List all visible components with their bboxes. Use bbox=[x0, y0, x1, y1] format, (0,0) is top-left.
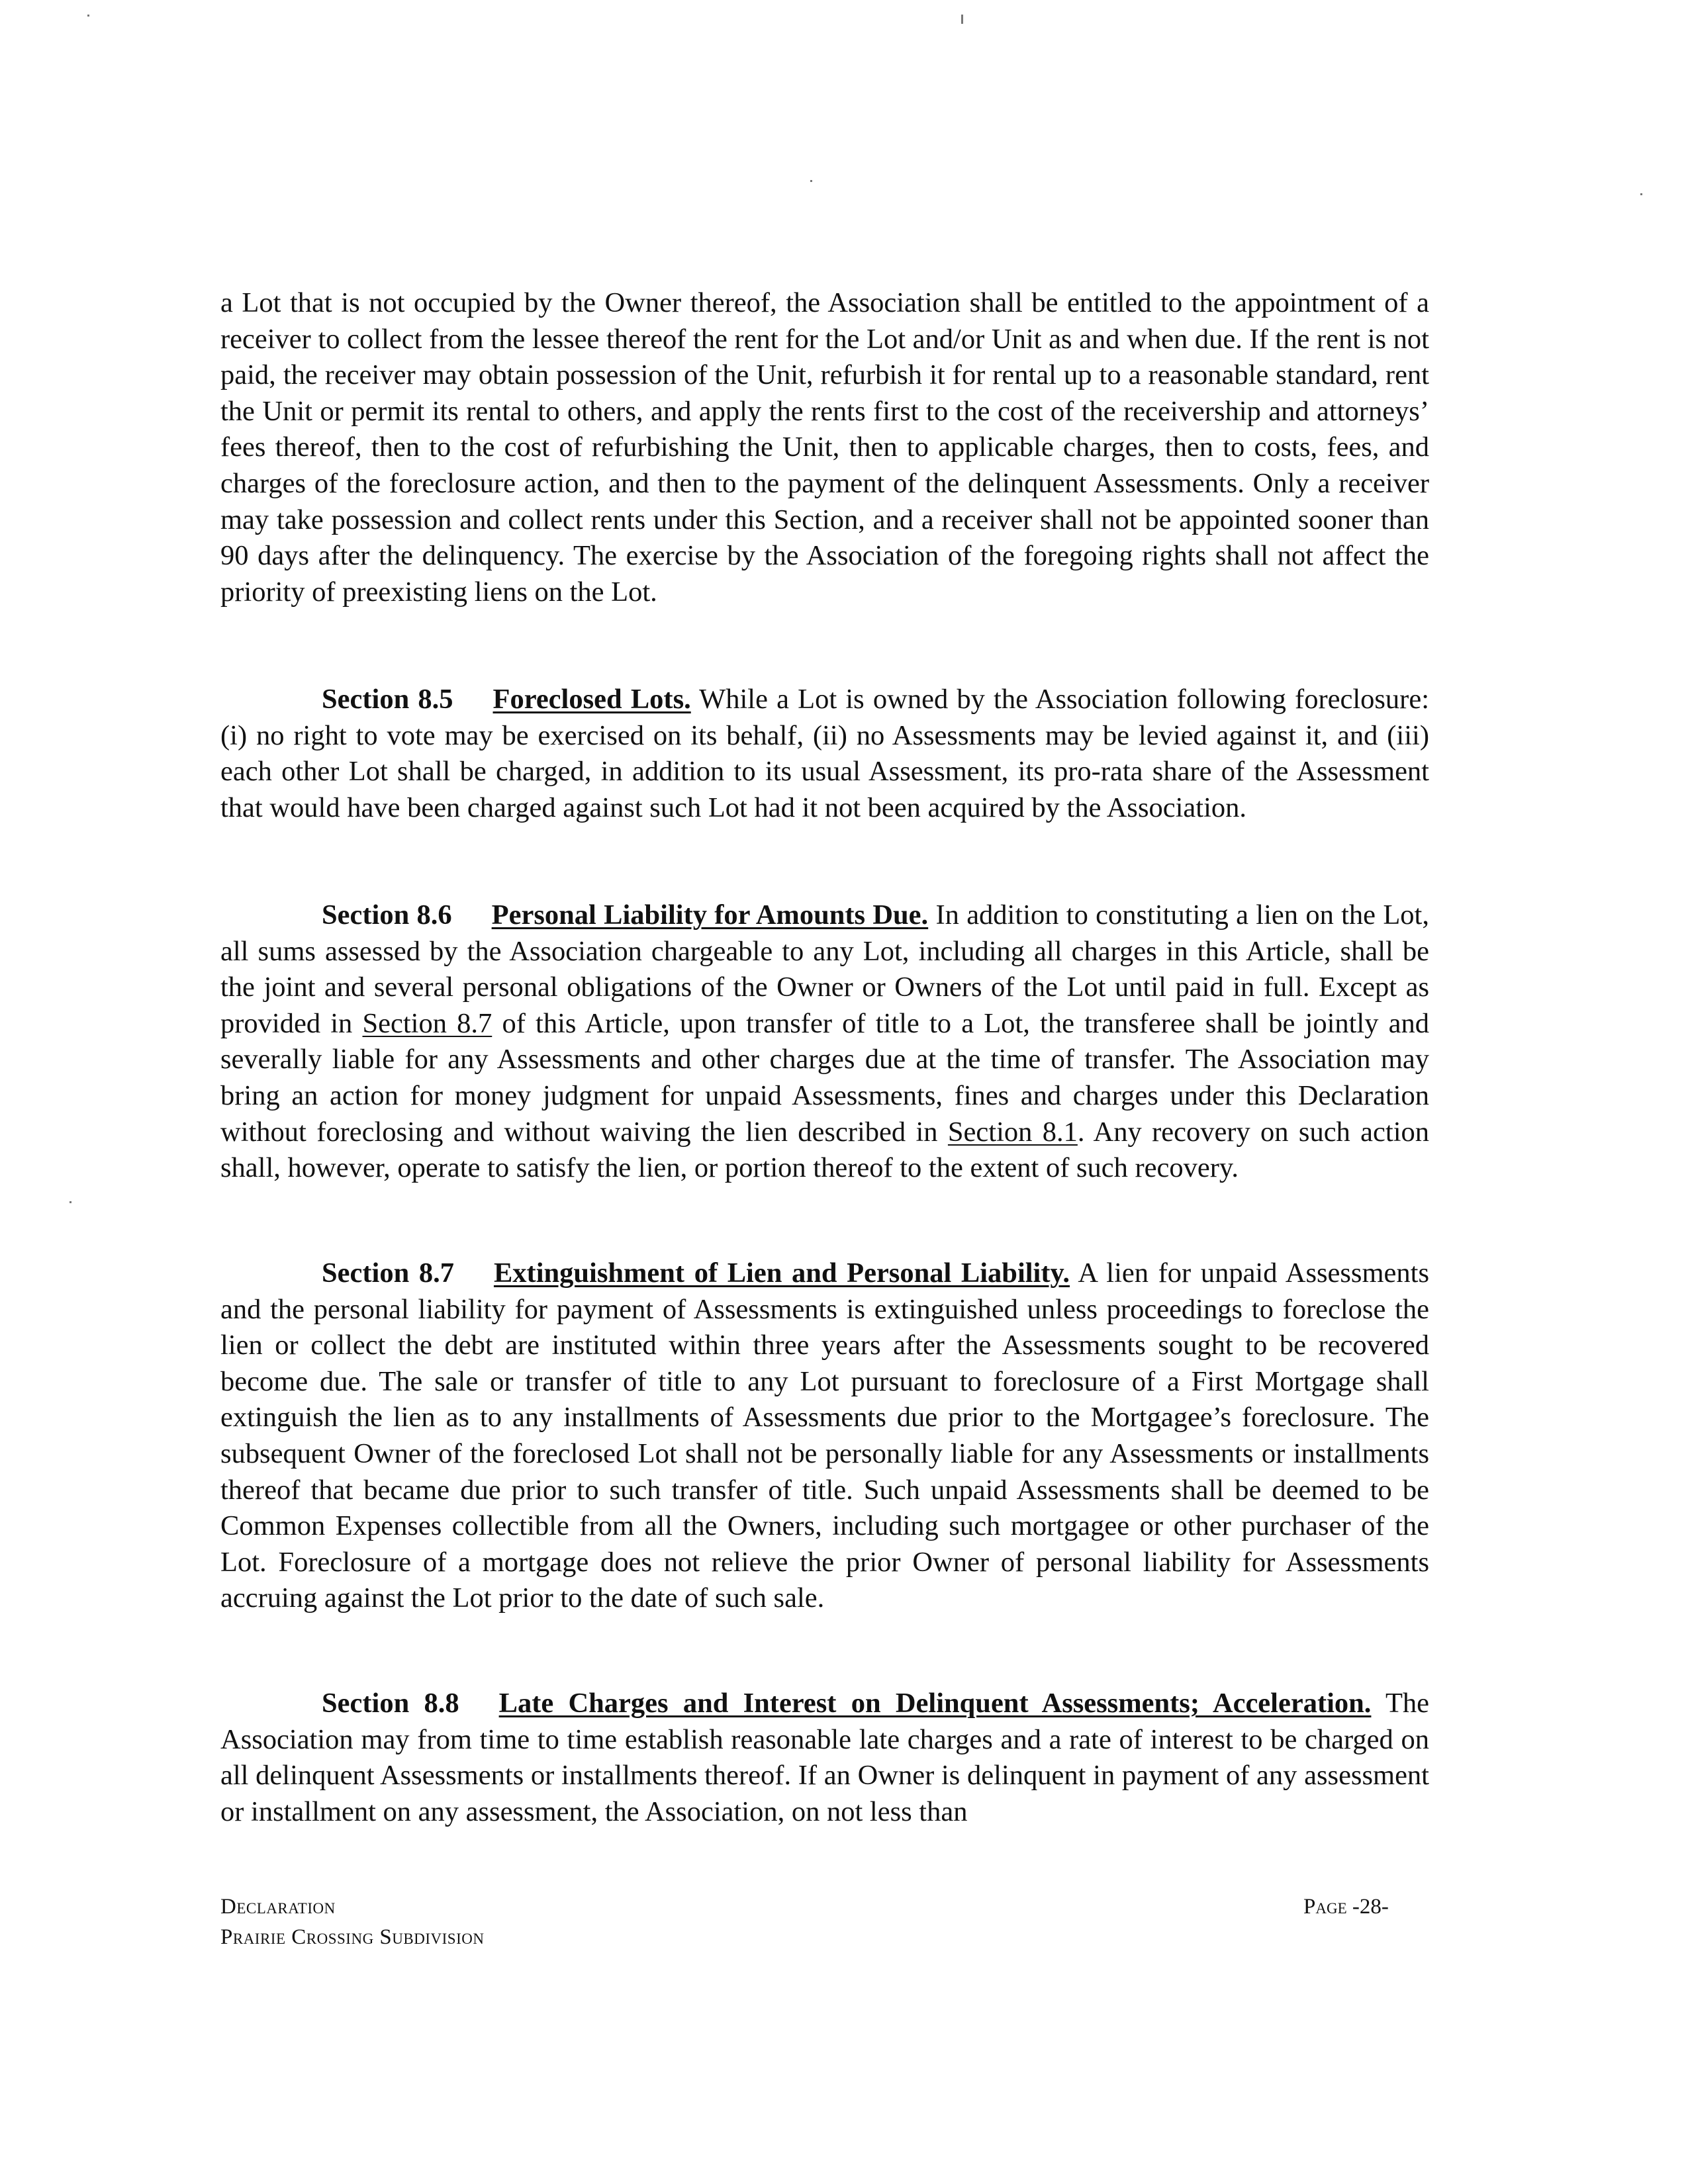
section-paragraph bbox=[220, 682, 1429, 826]
section-title: Personal Liability for Amounts Due. bbox=[491, 899, 929, 931]
scan-speck bbox=[87, 15, 89, 17]
section-title: Late Charges and Interest on Delinquent Assessments; Acceleration. bbox=[498, 1688, 1372, 1719]
scan-speck bbox=[70, 1201, 71, 1203]
section-number: Section 8.8 bbox=[322, 1688, 459, 1719]
paragraph-text: a Lot that is not occupied by the Owner thereof, the Association shall be entitled to the appointment of a receiver to collect from the lessee thereof the rent for the Lot and/or Unit as and when due. If the rent is not paid, the receiver may obtain possession of the Unit, refurbish it for rental up to a reasonable standard, rent the Unit or permit its rental to others, and apply the rents first to the cost of the receivership and attorneys’ fees thereof, then to the cost of refurbishing the Unit, then to applicable charges, then to costs, fees, and charges of the foreclosure action, and then to the payment of the delinquent Assessments. Only a receiver may take possession and collect rents under this Section, and a receiver shall not be appointed sooner than 90 days after the delinquency. The exercise by the Association of the foregoing rights shall not affect the priority of preexisting liens on the Lot. bbox=[220, 287, 1429, 608]
section-number: Section 8.6 bbox=[322, 899, 452, 931]
section-8-6 bbox=[220, 897, 1429, 1187]
section-8-8 bbox=[220, 1686, 1429, 1830]
footer-line-2: Prairie Crossing Subdivision bbox=[220, 1925, 485, 1949]
section-number: Section 8.5 bbox=[322, 684, 453, 715]
paragraph-continuation bbox=[220, 285, 1429, 610]
section-paragraph bbox=[220, 897, 1429, 1187]
section-paragraph bbox=[220, 1255, 1429, 1617]
section-reference: Section 8.7 bbox=[362, 1007, 492, 1039]
section-8-7 bbox=[220, 1255, 1429, 1617]
section-number: Section 8.7 bbox=[322, 1257, 454, 1289]
section-text: A lien for unpaid Assessments and the personal liability for payment of Assessments is extinguished unless proceedings to foreclose the lien or collect the debt are instituted within three years after the Assessments sought to be recovered become due. The sale or transfer of title to any Lot pursuant to foreclosure of a First Mortgage shall extinguish the lien as to any installments of Assessments due prior to the Mortgagee’s foreclosure. The subsequent Owner of the foreclosed Lot shall not be personally liable for any Assessments or installments thereof that became due prior to such transfer of title. Such unpaid Assessments shall be deemed to be Common Expenses collectible from all the Owners, including such mortgagee or other purchaser of the Lot. Foreclosure of a mortgage does not relieve the prior Owner of personal liability for Assessments accruing against the Lot prior to the date of such sale. bbox=[220, 1257, 1429, 1614]
footer-line-1: Declaration bbox=[220, 1895, 336, 1919]
section-text: of this Article, upon transfer of title to a Lot, the transferee shall be jointly and severally liable for any Assessments and other charges due at the time of transfer. The Association may bring an action for money judgment for unpaid Assessments, fines and charges under this Declaration without foreclosing and without waiving the lien described in bbox=[220, 1007, 1430, 1148]
section-text: In addition to constituting a lien on the Lot, all sums assessed by the Association chargeable to any Lot, including all charges in this Article, shall be the joint and several personal obligations of the Owner or Owners of the Lot until paid in full. Except as provided in bbox=[220, 899, 1429, 1039]
footer-document-title bbox=[220, 1891, 484, 1952]
scan-speck bbox=[1640, 193, 1642, 195]
scan-speck bbox=[810, 180, 812, 182]
page-number: Page -28- bbox=[1303, 1895, 1389, 1919]
section-title: Extinguishment of Lien and Personal Liability. bbox=[493, 1257, 1070, 1289]
section-text: The Association may from time to time establish reasonable late charges and a rate of interest to be charged on all delinquent Assessments or installments thereof. If an Owner is delinquent in payment of any assessment or installment on any assessment, the Association, on not less than bbox=[220, 1688, 1430, 1827]
section-title: Foreclosed Lots. bbox=[492, 684, 691, 715]
section-text: While a Lot is owned by the Association following foreclosure: (i) no right to vote may be exercised on its behalf, (ii) no Assessments may be levied against it, and (iii) each other Lot shall be charged, in addition to its usual Assessment, its pro-rata share of the Assessment that would have been charged against such Lot had it not been acquired by the Association. bbox=[220, 684, 1430, 823]
section-text: . Any recovery on such action shall, however, operate to satisfy the lien, or portion thereof to the extent of such recovery. bbox=[220, 1116, 1430, 1184]
section-reference: Section 8.1 bbox=[947, 1116, 1078, 1148]
section-paragraph bbox=[220, 1686, 1429, 1830]
section-8-5 bbox=[220, 682, 1429, 826]
scan-speck bbox=[961, 15, 963, 24]
